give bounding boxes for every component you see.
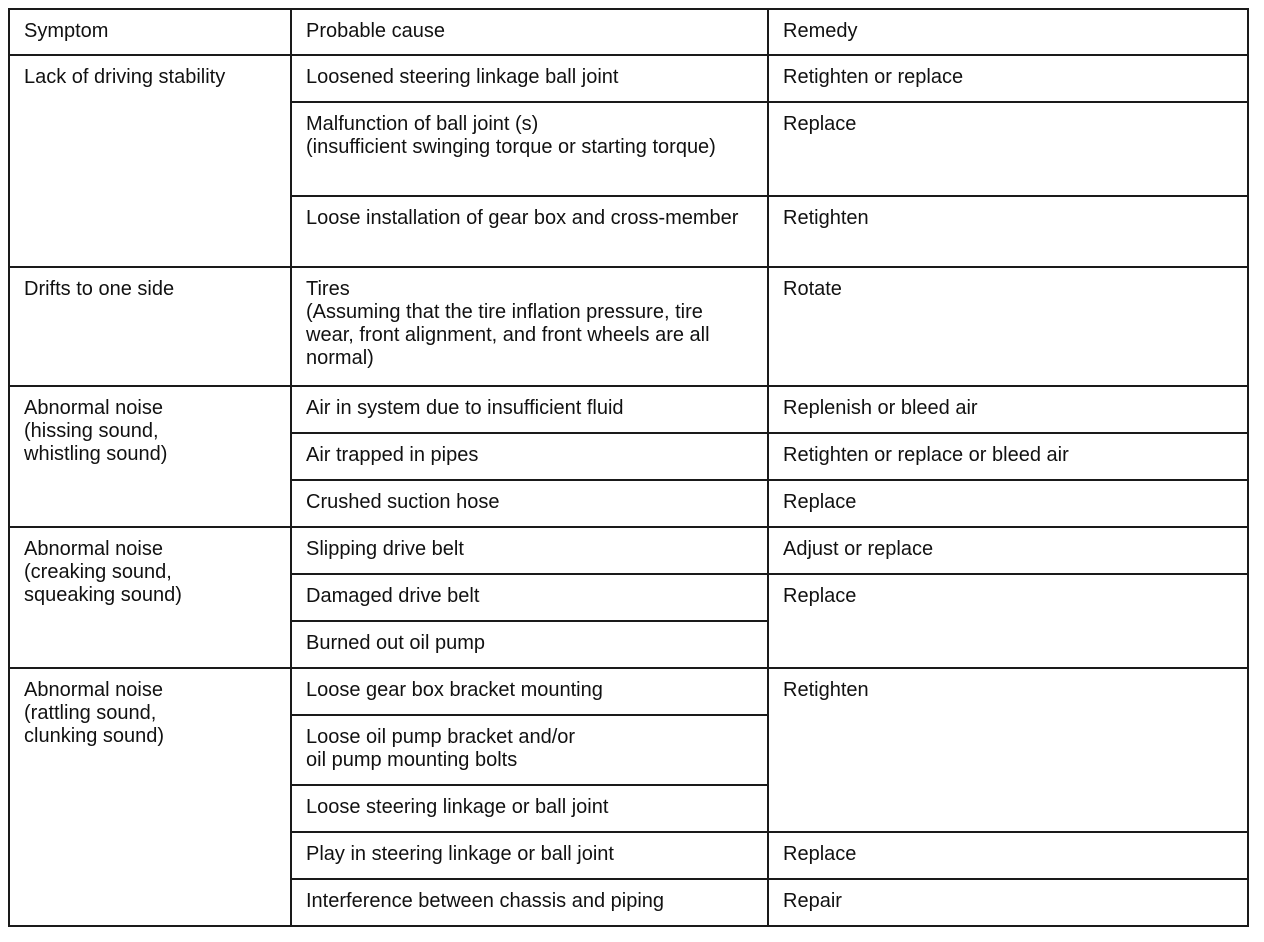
remedy-cell: Rotate	[768, 267, 1248, 386]
table-header-row	[9, 9, 1248, 55]
remedy-cell: Replace	[768, 574, 1248, 668]
symptom-cell: Drifts to one side	[9, 267, 291, 386]
remedy-cell: Retighten or replace or bleed air	[768, 433, 1248, 480]
table-row	[9, 668, 1248, 715]
remedy-cell: Replenish or bleed air	[768, 386, 1248, 433]
troubleshooting-table	[8, 8, 1249, 927]
cause-cell: Tires (Assuming that the tire inflation pressure, tire wear, front alignment, and front wheels are all normal)	[291, 267, 768, 386]
cause-cell: Interference between chassis and piping	[291, 879, 768, 926]
table-row	[9, 55, 1248, 102]
cause-cell: Loose installation of gear box and cross-member	[291, 196, 768, 267]
remedy-cell: Replace	[768, 480, 1248, 527]
cause-cell: Damaged drive belt	[291, 574, 768, 621]
cause-cell: Slipping drive belt	[291, 527, 768, 574]
remedy-cell: Retighten or replace	[768, 55, 1248, 102]
table-row	[9, 386, 1248, 433]
remedy-cell: Retighten	[768, 668, 1248, 832]
cause-cell: Loose steering linkage or ball joint	[291, 785, 768, 832]
symptom-cell: Abnormal noise (hissing sound, whistling sound)	[9, 386, 291, 527]
remedy-cell: Replace	[768, 832, 1248, 879]
header-remedy: Remedy	[768, 9, 1248, 55]
cause-cell: Loosened steering linkage ball joint	[291, 55, 768, 102]
header-probable-cause: Probable cause	[291, 9, 768, 55]
cause-cell: Malfunction of ball joint (s) (insufficient swinging torque or starting torque)	[291, 102, 768, 196]
symptom-cell: Abnormal noise (creaking sound, squeaking sound)	[9, 527, 291, 668]
table-row	[9, 267, 1248, 386]
cause-cell: Crushed suction hose	[291, 480, 768, 527]
remedy-cell: Adjust or replace	[768, 527, 1248, 574]
table-row	[9, 527, 1248, 574]
symptom-cell: Lack of driving stability	[9, 55, 291, 267]
cause-cell: Air trapped in pipes	[291, 433, 768, 480]
cause-cell: Burned out oil pump	[291, 621, 768, 668]
cause-cell: Air in system due to insufficient fluid	[291, 386, 768, 433]
remedy-cell: Repair	[768, 879, 1248, 926]
remedy-cell: Retighten	[768, 196, 1248, 267]
cause-cell: Play in steering linkage or ball joint	[291, 832, 768, 879]
remedy-cell: Replace	[768, 102, 1248, 196]
header-symptom: Symptom	[9, 9, 291, 55]
cause-cell: Loose gear box bracket mounting	[291, 668, 768, 715]
symptom-cell: Abnormal noise (rattling sound, clunking sound)	[9, 668, 291, 926]
cause-cell: Loose oil pump bracket and/or oil pump mounting bolts	[291, 715, 768, 785]
